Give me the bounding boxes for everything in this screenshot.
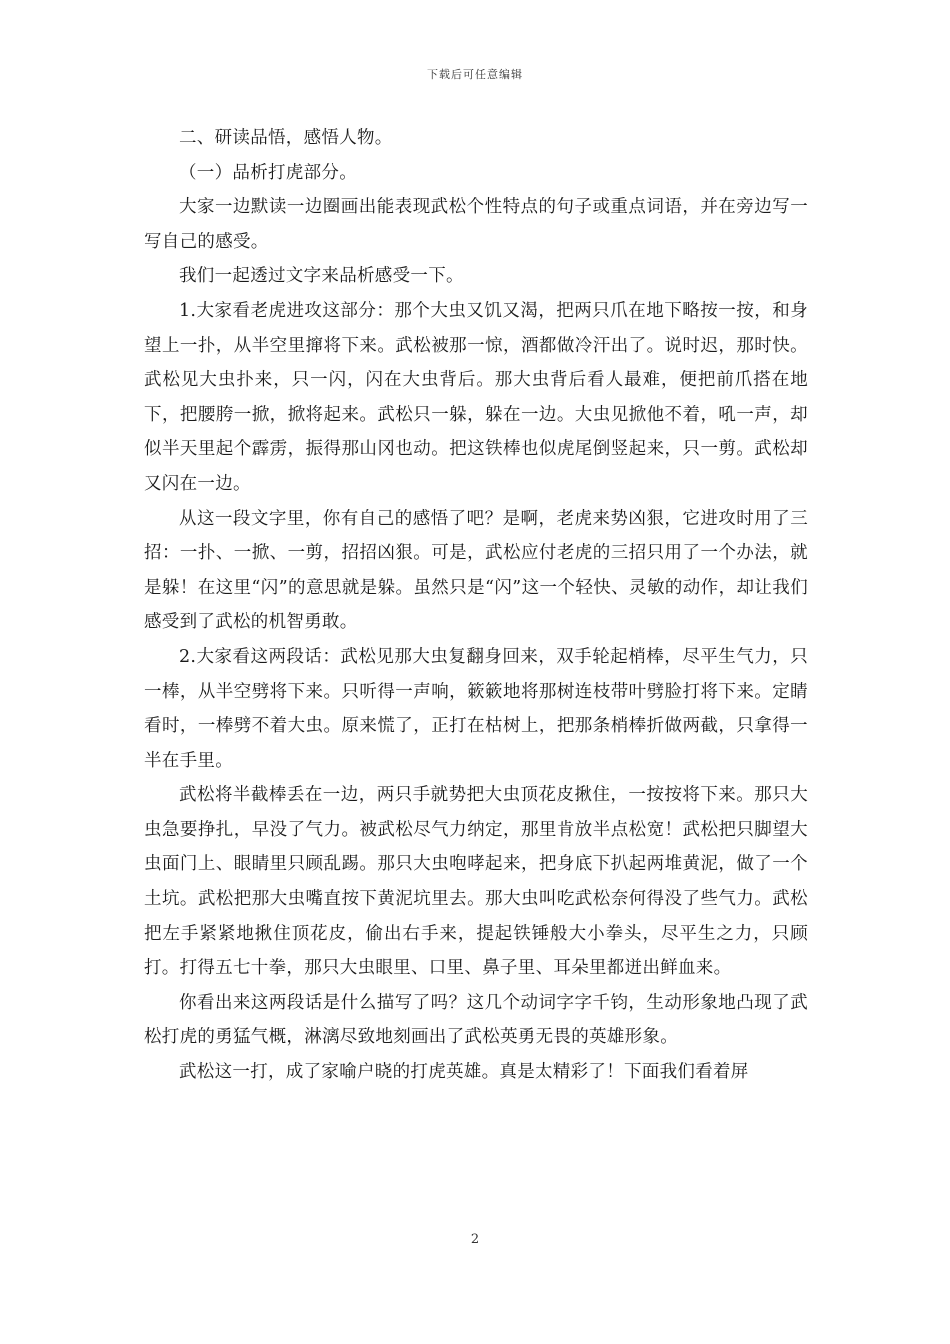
section-heading: 二、研读品悟，感悟人物。	[179, 128, 393, 148]
paragraph: 1.大家看老虎进攻这部分：那个大虫又饥又渴，把两只爪在地下略按一按，和身望上一扑，从半空里撺将下来。武松被那一惊，酒都做冷汗出了。说时迟，那时快。武松见大虫扑来，只一闪，闪在大虫背后。那大虫背后看人最难，便把前爪搭在地下，把腰胯一掀，掀将起来。武松只一躲，躲在一边。大虫见掀他不着，吼一声，却似半天里起个霹雳，振得那山冈也动。把这铁棒也似虎尾倒竖起来，只一剪。武松却又闪在一边。	[144, 300, 808, 494]
page-header-note: 下载后可任意编辑	[427, 68, 523, 81]
page-number: 2	[470, 1232, 480, 1247]
paragraph: 从这一段文字里，你有自己的感悟了吧？是啊，老虎来势凶狠，它进攻时用了三招：一扑、一掀、一剪，招招凶狠。可是，武松应付老虎的三招只用了一个办法，就是躲！在这里“闪”的意思就是躲。虽然只是“闪”这一个轻快、灵敏的动作，却让我们感受到了武松的机智勇敢。	[144, 508, 808, 633]
paragraph: 大家一边默读一边圈画出能表现武松个性特点的句子或重点词语，并在旁边写一写自己的感受。	[144, 197, 808, 252]
document-body	[144, 121, 808, 1090]
subsection-heading: （一）品析打虎部分。	[179, 162, 357, 183]
paragraph: 武松这一打，成了家喻户晓的打虎英雄。真是太精彩了！下面我们看着屏	[179, 1062, 749, 1083]
paragraph: 武松将半截棒丢在一边，两只手就势把大虫顶花皮揪住，一按按将下来。那只大虫急要挣扎，早没了气力。被武松尽气力纳定，那里肯放半点松宽！武松把只脚望大虫面门上、眼睛里只顾乱踢。那只大虫咆哮起来，把身底下扒起两堆黄泥，做了一个土坑。武松把那大虫嘴直按下黄泥坑里去。那大虫叫吃武松奈何得没了些气力。武松把左手紧紧地揪住顶花皮，偷出右手来，提起铁锤般大小拳头，尽平生之力，只顾打。打得五七十拳，那只大虫眼里、口里、鼻子里、耳朵里都迸出鲜血来。	[144, 785, 808, 979]
paragraph: 我们一起透过文字来品析感受一下。	[179, 266, 464, 287]
paragraph: 你看出来这两段话是什么描写了吗？这几个动词字字千钧，生动形象地凸现了武松打虎的勇猛气概，淋漓尽致地刻画出了武松英勇无畏的英雄形象。	[144, 992, 808, 1048]
paragraph: 2.大家看这两段话：武松见那大虫复翻身回来，双手轮起梢棒，尽平生气力，只一棒，从半空劈将下来。只听得一声响，簌簌地将那树连枝带叶劈脸打将下来。定睛看时，一棒劈不着大虫。原来慌了，正打在枯树上，把那条梢棒折做两截，只拿得一半在手里。	[144, 646, 808, 771]
